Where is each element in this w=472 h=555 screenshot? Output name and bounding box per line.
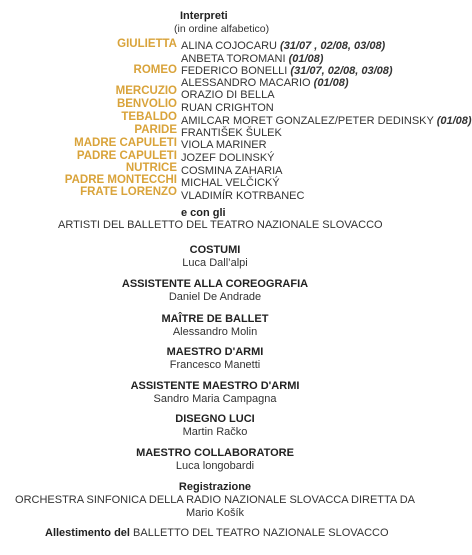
actor-name: VLADIMÍR KOTRBANEC: [181, 190, 305, 202]
actor-name: FEDERICO BONELLI: [181, 65, 288, 77]
role-frate-lorenzo: FRATE LORENZO: [80, 186, 177, 198]
allestimento-label: Allestimento del: [45, 527, 130, 539]
interpreti-heading: Interpreti: [180, 10, 228, 22]
credit-title: MAÎTRE DE BALLET: [161, 313, 269, 325]
performance-dates: (31/07 , 02/08, 03/08): [280, 40, 386, 52]
credit-name: Daniel De Andrade: [168, 291, 262, 303]
actor-line: [181, 89, 275, 102]
credit-title: ASSISTENTE ALLA COREOGRAFIA: [121, 278, 309, 290]
credit-title: MAESTRO D'ARMI: [166, 346, 264, 358]
alphabetical-note: (in ordine alfabetico): [174, 23, 270, 35]
credit-title: COSTUMI: [189, 244, 241, 256]
credit-name: Alessandro Molin: [172, 326, 258, 338]
credit-name: Luca Dall’alpi: [182, 257, 248, 269]
actor-line: [181, 40, 385, 53]
actor-name: MICHAL VELČICKÝ: [181, 177, 280, 189]
credit-title: ASSISTENTE MAESTRO D'ARMI: [130, 380, 300, 392]
conductor-name: Mario Košík: [185, 507, 245, 519]
role-padre-montecchi: PADRE MONTECCHI: [64, 174, 177, 186]
credit-title: DISEGNO LUCI: [175, 413, 255, 425]
role-padre-capuleti: PADRE CAPULETI: [76, 150, 177, 162]
actor-line: [181, 102, 274, 115]
actor-name: ANBETA TOROMANI: [181, 53, 286, 65]
credit-name: Luca longobardi: [175, 460, 255, 472]
role-giulietta: GIULIETTA: [117, 38, 177, 50]
actor-name: VIOLA MARINER: [181, 139, 267, 151]
credit-name: Sandro Maria Campagna: [153, 393, 277, 405]
actor-line: [181, 139, 267, 152]
actor-name: ORAZIO DI BELLA: [181, 89, 275, 101]
role-benvolio: BENVOLIO: [116, 98, 177, 110]
ensemble-value: ARTISTI DEL BALLETTO DEL TEATRO NAZIONALE SLOVACCO: [58, 219, 383, 231]
actor-name: ALINA COJOCARU: [181, 40, 277, 52]
role-romeo: ROMEO: [133, 64, 177, 76]
performance-dates: (01/08): [288, 53, 324, 65]
role-nutrice: NUTRICE: [125, 162, 177, 174]
actor-line: [181, 177, 280, 190]
actor-name: JOZEF DOLINSKÝ: [181, 152, 275, 164]
actor-name: AMILCAR MORET GONZALEZ/PETER DEDINSKY: [181, 115, 434, 127]
credit-title: MAESTRO COLLABORATORE: [136, 447, 294, 459]
ensemble-label: e con gli: [181, 207, 226, 219]
credit-name: Martin Račko: [182, 426, 248, 438]
allestimento-value: BALLETTO DEL TEATRO NAZIONALE SLOVACCO: [133, 527, 389, 539]
performance-dates: (01/08): [436, 115, 472, 127]
actor-name: RUAN CRIGHTON: [181, 102, 274, 114]
role-paride: PARIDE: [134, 124, 177, 136]
allestimento-line: [45, 527, 389, 540]
credit-name: Francesco Manetti: [169, 359, 261, 371]
performance-dates: (31/07, 02/08, 03/08): [290, 65, 393, 77]
role-tebaldo: TEBALDO: [121, 111, 177, 123]
actor-line: [181, 152, 275, 165]
actor-name: FRANTIŠEK ŠULEK: [181, 127, 282, 139]
actor-line: [181, 190, 304, 203]
role-mercuzio: MERCUZIO: [115, 85, 177, 97]
performance-dates: (01/08): [313, 77, 349, 89]
actor-name: COSMINA ZAHARIA: [181, 165, 283, 177]
actor-name: ALESSANDRO MACARIO: [181, 77, 311, 89]
role-madre-capuleti: MADRE CAPULETI: [74, 137, 177, 149]
orchestra-name: ORCHESTRA SINFONICA DELLA RADIO NAZIONALE SLOVACCA DIRETTA DA: [15, 494, 415, 506]
registrazione-title: Registrazione: [178, 481, 252, 493]
